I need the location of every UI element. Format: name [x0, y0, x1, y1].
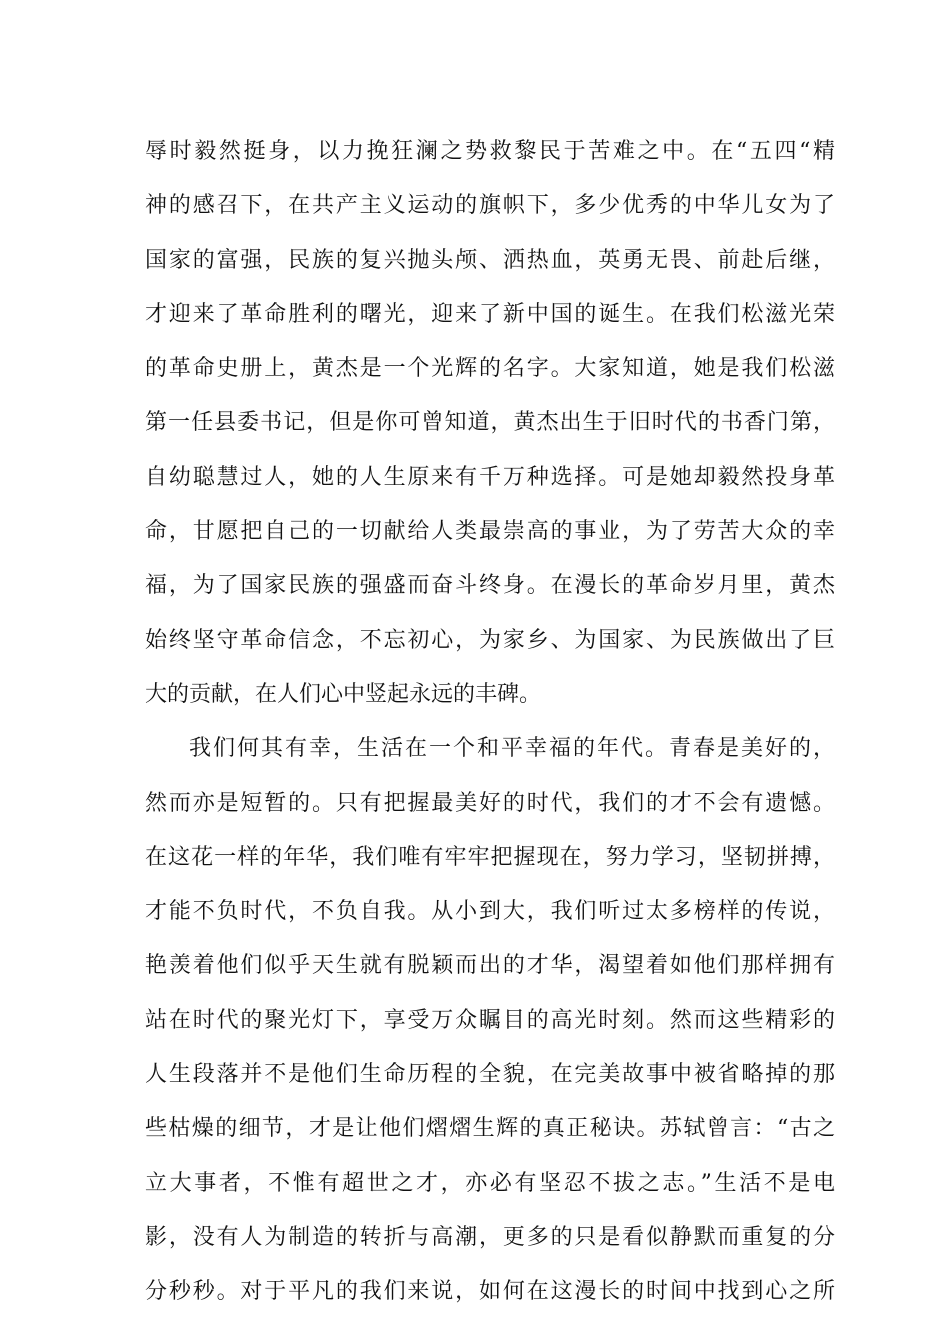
text-line: 国家的富强，民族的复兴抛头颅、洒热血，英勇无畏、前赴后继， — [145, 247, 835, 273]
text-line: 才迎来了革命胜利的曙光，迎来了新中国的诞生。在我们松滋光荣 — [145, 301, 835, 327]
text-line: 艳羡着他们似乎天生就有脱颖而出的才华，渴望着如他们那样拥有 — [145, 953, 835, 979]
body-text — [145, 132, 835, 1327]
text-line: 才能不负时代，不负自我。从小到大，我们听过太多榜样的传说， — [145, 899, 835, 925]
text-line: 些枯燥的细节，才是让他们熠熠生辉的真正秘诀。苏轼曾言：“古之 — [145, 1116, 835, 1142]
text-line: 大的贡献，在人们心中竖起永远的丰碑。 — [145, 681, 542, 707]
text-line: 福，为了国家民族的强盛而奋斗终身。在漫长的革命岁月里，黄杰 — [145, 573, 835, 599]
paragraph — [145, 132, 835, 729]
text-line: 的革命史册上，黄杰是一个光辉的名字。大家知道，她是我们松滋 — [145, 356, 835, 382]
paragraph — [145, 729, 835, 1326]
text-line: 在这花一样的年华，我们唯有牢牢把握现在，努力学习，坚韧拼搏， — [145, 844, 835, 870]
text-line: 然而亦是短暂的。只有把握最美好的时代，我们的才不会有遗憾。 — [145, 790, 835, 816]
text-line: 辱时毅然挺身，以力挽狂澜之势救黎民于苦难之中。在“五四“精 — [145, 139, 835, 164]
text-line: 第一任县委书记，但是你可曾知道，黄杰出生于旧时代的书香门第， — [145, 410, 835, 436]
text-line: 始终坚守革命信念，不忘初心，为家乡、为国家、为民族做出了巨 — [145, 627, 835, 653]
text-line: 命，甘愿把自己的一切献给人类最崇高的事业，为了劳苦大众的幸 — [145, 519, 835, 545]
text-line: 神的感召下，在共产主义运动的旗帜下，多少优秀的中华儿女为了 — [145, 193, 835, 219]
text-line: 站在时代的聚光灯下，享受万众瞩目的高光时刻。然而这些精彩的 — [145, 1007, 835, 1033]
text-line: 影，没有人为制造的转折与高潮，更多的只是看似静默而重复的分 — [145, 1224, 835, 1250]
text-line: 人生段落并不是他们生命历程的全貌，在完美故事中被省略掉的那 — [145, 1062, 835, 1088]
text-line: 自幼聪慧过人，她的人生原来有千万种选择。可是她却毅然投身革 — [145, 464, 835, 490]
text-line: 我们何其有幸，生活在一个和平幸福的年代。青春是美好的， — [189, 736, 835, 762]
text-line: 立大事者，不惟有超世之才，亦必有坚忍不拔之志。”生活不是电 — [145, 1170, 835, 1196]
text-line: 分秒秒。对于平凡的我们来说，如何在这漫长的时间中找到心之所 — [145, 1279, 835, 1305]
